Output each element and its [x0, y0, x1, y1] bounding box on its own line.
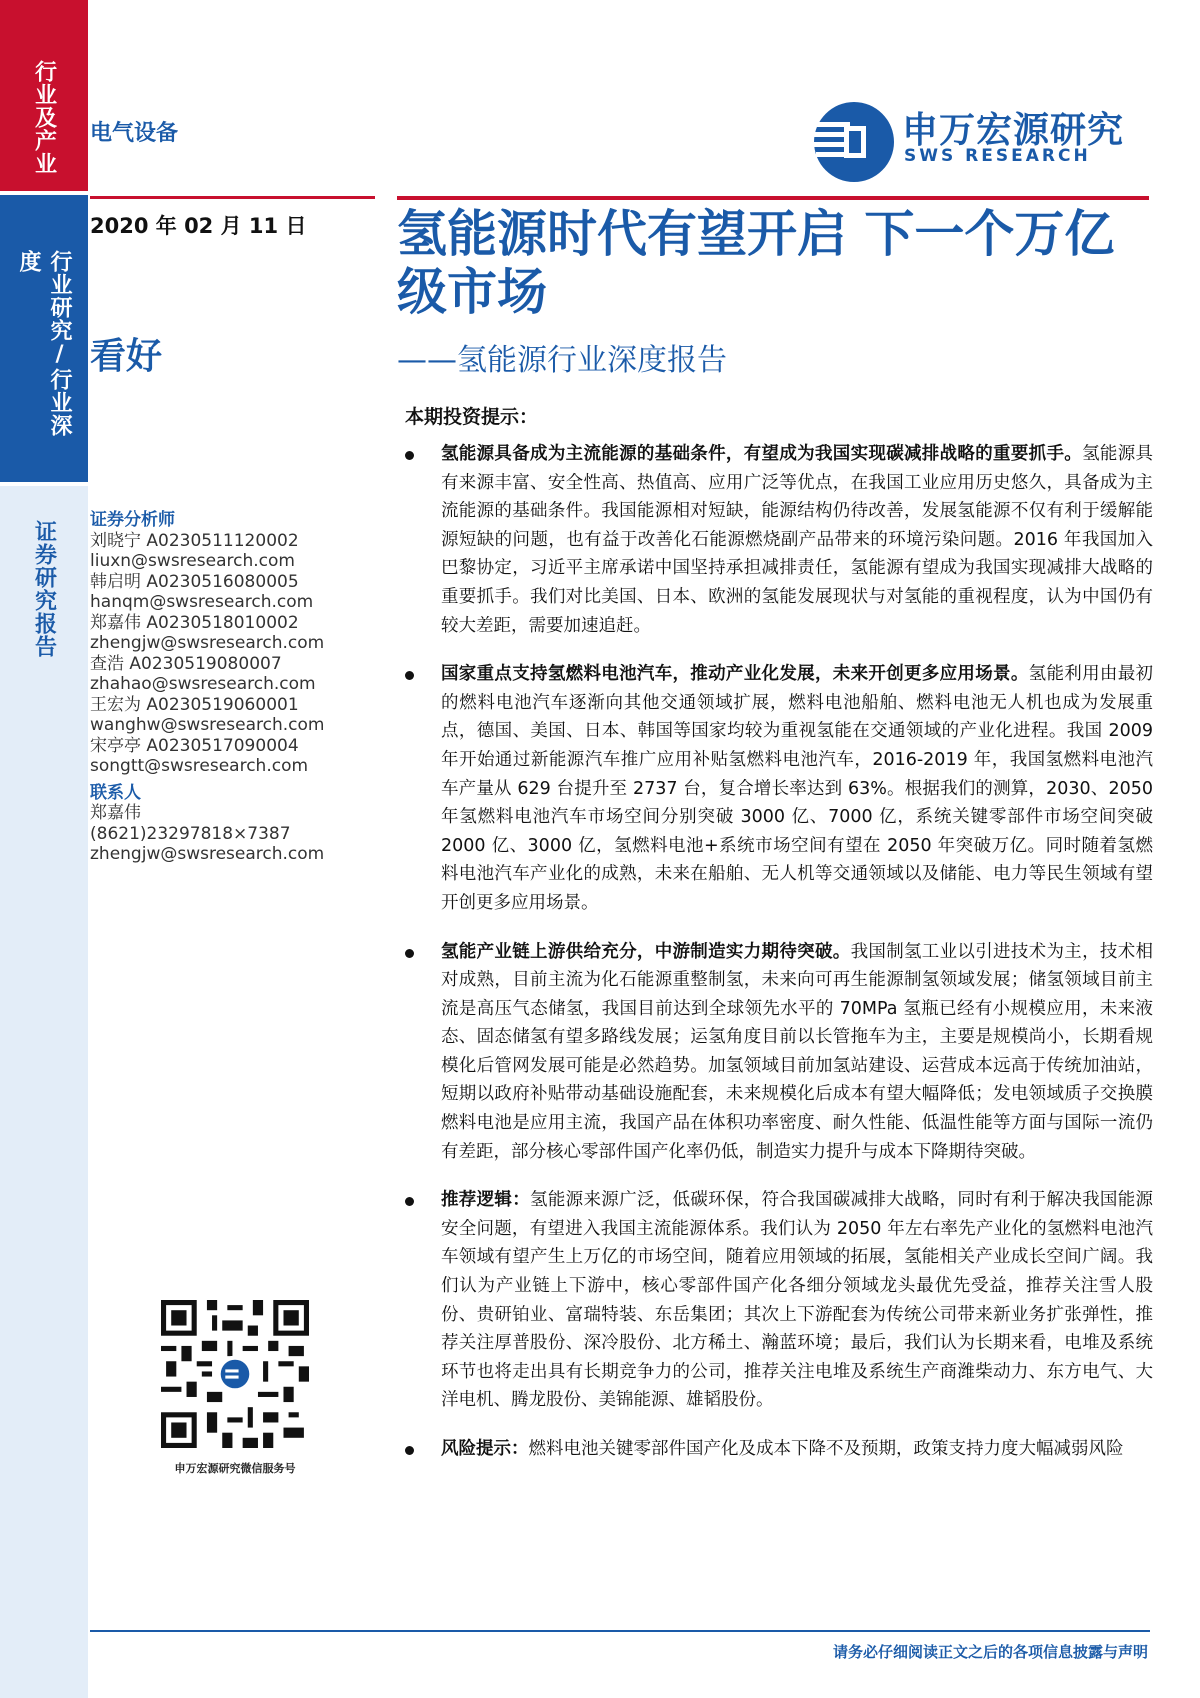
bullet-text: 氢能源来源广泛，低碳环保，符合我国碳减排大战略，同时有利于解决我国能源安全问题，有望进入我国主流能源体系。我们认为 2050 年左右率先产业化的氢燃料电池汽车领域有望产生上万亿的市场空间，随着应用领域的拓展，氢能相关产业成长空间广阔。我们认为产业链上下游中，核心零部件国产化各细分领域龙头最优先受益，推荐关注雪人股份、贵研铂业、富瑞特装、东岳集团；其次上下游配套为传统公司带来新业务扩张弹性，推荐关注厚普股份、深冷股份、北方稀土、瀚蓝环境；最后，我们认为长期来看，电堆及系统环节也将走出具有长期竞争力的公司，推荐关注电堆及系统生产商潍柴动力、东方电气、大洋电机、腾龙股份、美锦能源、雄韬股份。 — [441, 1190, 1154, 1411]
rating-label: 看好 — [90, 336, 163, 377]
analyst-line: 查浩 A0230519080007 — [90, 653, 282, 674]
investment-bullets — [405, 440, 1153, 1484]
bullet-lead: 推荐逻辑： — [441, 1190, 531, 1211]
bullet-lead: 氢能源具备成为主流能源的基础条件，有望成为我国实现碳减排战略的重要抓手。 — [441, 444, 1083, 464]
divider-left — [90, 196, 375, 199]
bullet-dot-icon — [405, 949, 414, 958]
analyst-line: 郑嘉伟 A0230518010002 — [90, 612, 299, 633]
contact-heading: 联系人 — [90, 782, 141, 803]
wechat-qr-code — [161, 1300, 309, 1448]
report-title: 氢能源时代有望开启 下一个万亿级市场 — [397, 205, 1115, 321]
analyst-line: wanghw@swsresearch.com — [90, 715, 325, 735]
bullet-item — [405, 1435, 1153, 1464]
contact-line: zhengjw@swsresearch.com — [90, 844, 325, 864]
analyst-line: songtt@swsresearch.com — [90, 756, 309, 776]
bullet-item — [405, 1186, 1153, 1415]
qr-caption: 申万宏源研究微信服务号 — [174, 1462, 296, 1475]
analyst-line: 刘晓宁 A0230511120002 — [90, 530, 299, 551]
logo-emblem-icon — [810, 98, 898, 186]
contact-line: 郑嘉伟 — [90, 803, 141, 823]
analysts-heading: 证券分析师 — [90, 510, 175, 530]
bullet-lead: 氢能产业链上游供给充分，中游制造实力期待突破。 — [441, 941, 851, 962]
side-label-report: 证券研究报告 — [31, 520, 57, 658]
analyst-line: 王宏为 A0230519060001 — [90, 694, 299, 715]
divider-right — [397, 196, 1149, 200]
report-date: 2020 年 02 月 11 日 — [90, 214, 307, 238]
logo-english-text: SWS RESEARCH — [904, 146, 1091, 166]
analyst-line: liuxn@swsresearch.com — [90, 551, 295, 571]
analyst-line: 宋亭亭 A0230517090004 — [90, 735, 299, 756]
analyst-line: zhahao@swsresearch.com — [90, 674, 316, 694]
bullet-item — [405, 938, 1153, 1167]
analyst-line: hanqm@swsresearch.com — [90, 592, 314, 612]
analyst-contacts — [90, 510, 390, 865]
bullet-lead: 风险提示： — [441, 1439, 529, 1459]
analyst-line: zhengjw@swsresearch.com — [90, 633, 325, 653]
contact-line: (8621)23297818×7387 — [90, 823, 291, 844]
bullet-item — [405, 440, 1153, 640]
bullet-lead: 国家重点支持氢燃料电池汽车，推动产业化发展，未来开创更多应用场景。 — [441, 664, 1029, 685]
side-label-industry: 行业及产业 — [31, 60, 57, 175]
bullet-text: 氢能源具有来源丰富、安全性高、热值高、应用广泛等优点，在我国工业应用历史悠久，具备成为主流能源的基础条件。我国能源相对短缺，能源结构仍待改善，发展氢能源不仅有利于缓解能源短缺的问题，也有益于改善化石能源燃烧副产品带来的环境污染问题。2016 年我国加入巴黎协定，习近平主席承诺中国坚持承担减排责任，氢能源有望成为我国实现减排大战略的重要抓手。我们对比美国、日本、欧洲的氢能发展现状与对氢能的重视程度，认为中国仍有较大差距，需要加速追赶。 — [441, 444, 1154, 636]
investment-heading: 本期投资提示： — [405, 406, 539, 428]
bullet-dot-icon — [405, 671, 414, 680]
analyst-line: 韩启明 A0230516080005 — [90, 571, 299, 592]
side-label-research-type: 行业研究/行业深度 — [16, 250, 72, 437]
company-logo — [810, 98, 1140, 186]
bullet-text: 燃料电池关键零部件国产化及成本下降不及预期，政策支持力度大幅减弱风险 — [528, 1439, 1124, 1459]
bullet-dot-icon — [405, 1446, 414, 1455]
footer-disclaimer: 请务必仔细阅读正文之后的各项信息披露与声明 — [832, 1643, 1148, 1661]
sector-label: 电气设备 — [90, 121, 179, 146]
report-subtitle: ——氢能源行业深度报告 — [397, 343, 727, 378]
logo-chinese-text: 申万宏源研究 — [902, 110, 1125, 151]
bullet-dot-icon — [405, 451, 414, 460]
bullet-item — [405, 660, 1153, 917]
bullet-dot-icon — [405, 1197, 414, 1206]
footer-divider — [90, 1630, 1150, 1632]
bullet-text: 氢能利用由最初的燃料电池汽车逐渐向其他交通领域扩展，燃料电池船舶、燃料电池无人机也成为发展重点，德国、美国、日本、韩国等国家均较为重视氢能在交通领域的产业化进程。我国 2009 年开始通过新能源汽车推广应用补贴氢燃料电池汽车，2016-2019 年，我国氢燃料电池汽车产量从 629 台提升至 2737 台，复合增长率达到 63%。根据我们的测算，2030、2050 年氢燃料电池汽车市场空间分别突破 3000 亿、7000 亿，系统关键零部件市场空间突破 2000 亿、3000 亿，氢燃料电池+系统市场空间有望在 2050 年突破万亿。同时随着氢燃料电池汽车产业化的成熟，未来在船舶、无人机等交通领域以及储能、电力等民生领域有望开创更多应用场景。 — [441, 664, 1154, 913]
bullet-text: 我国制氢工业以引进技术为主，技术相对成熟，目前主流为化石能源重整制氢，未来向可再生能源制氢领域发展；储氢领域目前主流是高压气态储氢，我国目前达到全球领先水平的 70MPa 氢瓶已经有小规模应用，未来液态、固态储氢有望多路线发展；运氢角度目前以长管拖车为主，主要是规模尚小，长期看规模化后管网发展可能是必然趋势。加氢领域目前加氢站建设、运营成本远高于传统加油站，短期以政府补贴带动基础设施配套，未来规模化后成本有望大幅降低；发电领域质子交换膜燃料电池是应用主流，我国产品在体积功率密度、耐久性能、低温性能等方面与国际一流仍有差距，部分核心零部件国产化率仍低，制造实力提升与成本下降期待突破。 — [441, 941, 1154, 1162]
